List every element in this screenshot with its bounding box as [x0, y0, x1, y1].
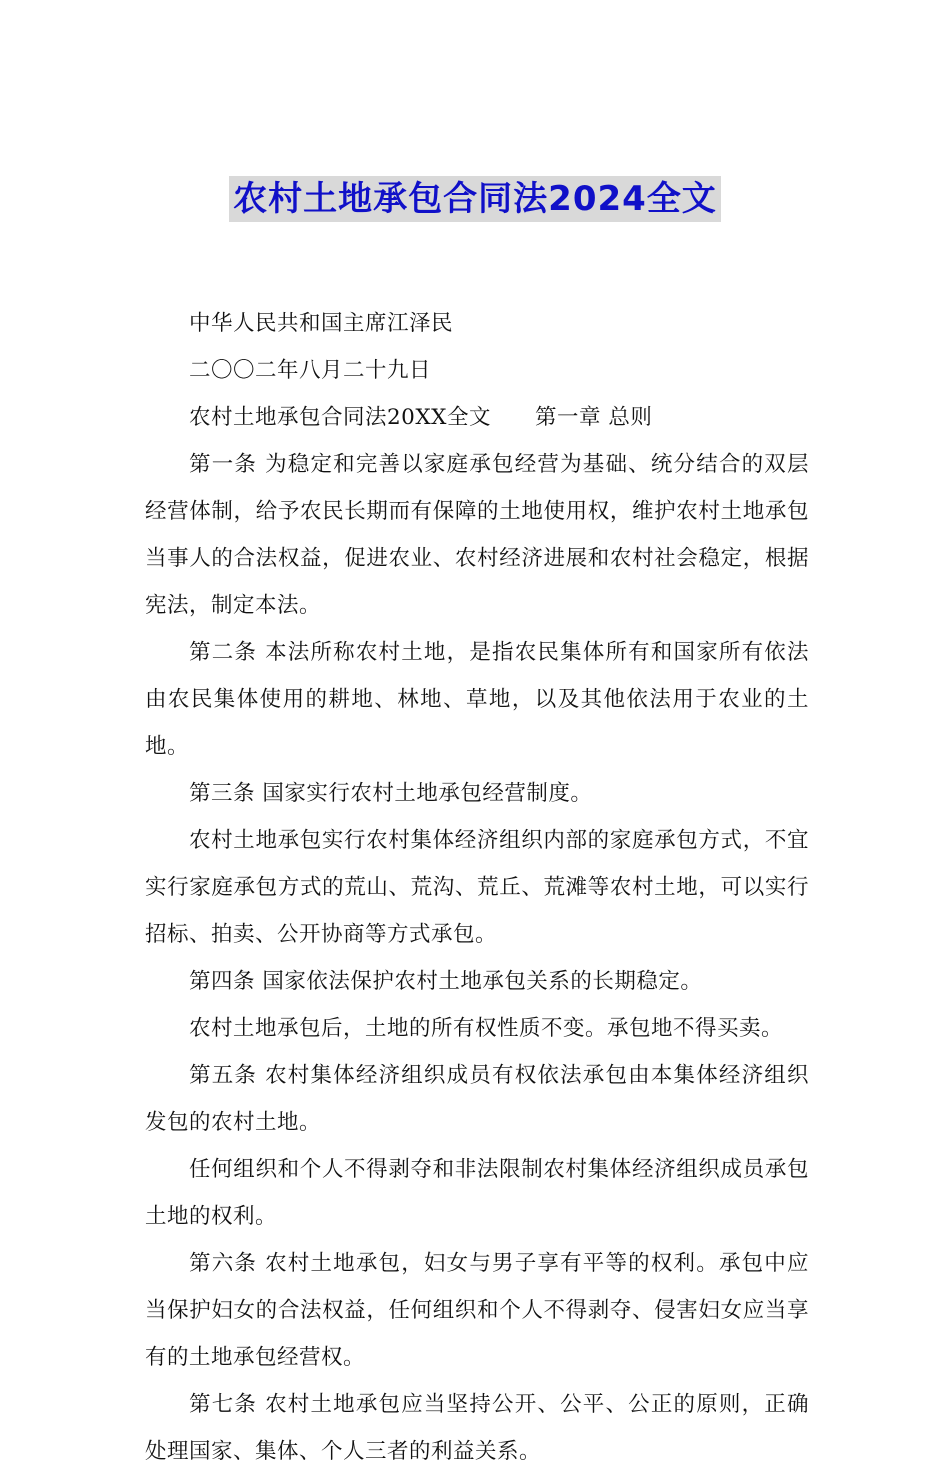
article-3-continued: 农村土地承包实行农村集体经济组织内部的家庭承包方式，不宜实行家庭承包方式的荒山、荒沟、荒丘、荒滩等农村土地，可以实行招标、拍卖、公开协商等方式承包。	[145, 828, 809, 947]
article-7: 第七条 农村土地承包应当坚持公开、公平、公正的原则，正确处理国家、集体、个人三者的利益关系。	[145, 1392, 809, 1464]
article-1: 第一条 为稳定和完善以家庭承包经营为基础、统分结合的双层经营体制，给予农民长期而有保障的土地使用权，维护农村土地承包当事人的合法权益，促进农业、农村经济进展和农村社会稳定，根据宪法，制定本法。	[145, 452, 809, 618]
article-2: 第二条 本法所称农村土地，是指农民集体所有和国家所有依法由农民集体使用的耕地、林地、草地，以及其他依法用于农业的土地。	[145, 640, 809, 759]
date-line: 二〇〇二年八月二十九日	[189, 358, 432, 383]
law-name-line	[145, 394, 809, 441]
document-title: 农村土地承包合同法2024全文	[229, 176, 721, 222]
document-body	[145, 300, 809, 1475]
signer-line: 中华人民共和国主席江泽民	[189, 311, 454, 336]
article-5: 第五条 农村集体经济组织成员有权依法承包由本集体经济组织发包的农村土地。	[145, 1063, 809, 1135]
article-6: 第六条 农村土地承包，妇女与男子享有平等的权利。承包中应当保护妇女的合法权益，任何组织和个人不得剥夺、侵害妇女应当享有的土地承包经营权。	[145, 1251, 809, 1370]
chapter-heading: 第一章 总则	[534, 405, 653, 430]
article-5-continued: 任何组织和个人不得剥夺和非法限制农村集体经济组织成员承包土地的权利。	[145, 1157, 809, 1229]
article-4: 第四条 国家依法保护农村土地承包关系的长期稳定。	[189, 969, 703, 994]
article-3: 第三条 国家实行农村土地承包经营制度。	[189, 781, 593, 806]
law-name: 农村土地承包合同法20XX全文	[189, 405, 491, 430]
article-4-continued: 农村土地承包后，土地的所有权性质不变。承包地不得买卖。	[189, 1016, 784, 1041]
title-container	[0, 176, 950, 222]
